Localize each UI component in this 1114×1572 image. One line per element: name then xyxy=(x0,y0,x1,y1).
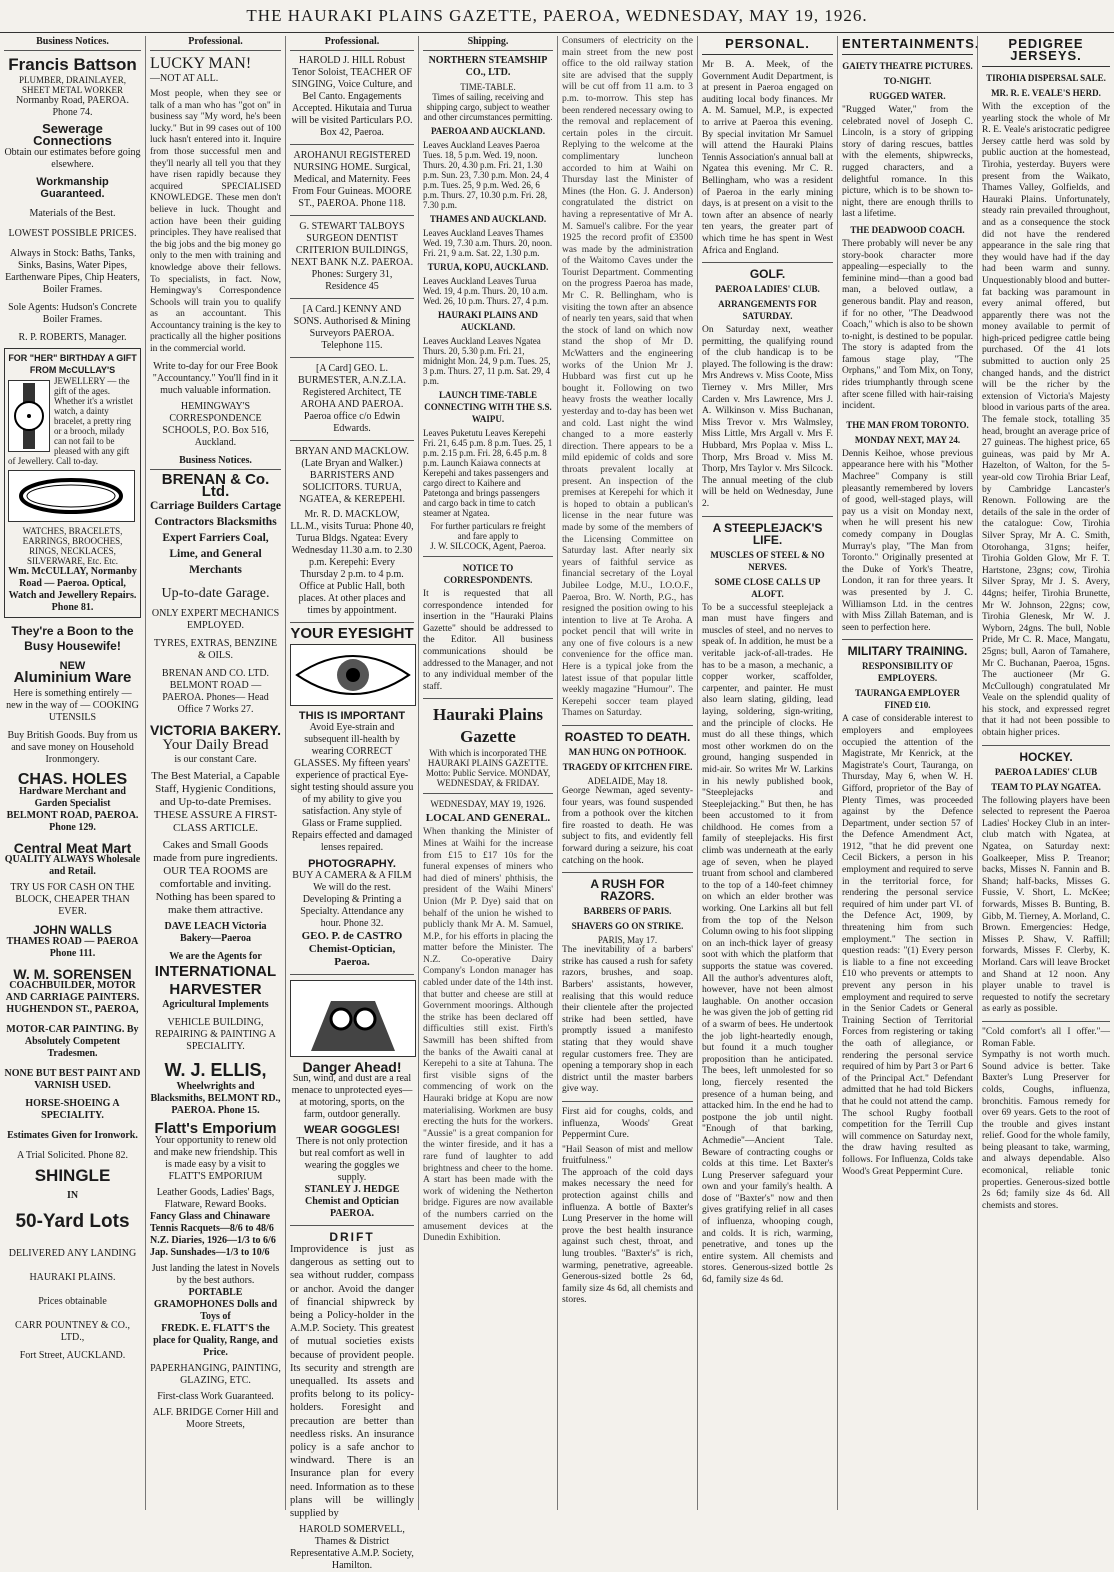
ad-text: —NOT AT ALL. xyxy=(150,73,219,84)
jewellery-ad xyxy=(4,348,141,618)
article-subtitle: BARBERS OF PARIS. xyxy=(583,906,672,917)
ad-text: GEO. P. de CASTRO Chemist-Optician, Paeroa. xyxy=(301,930,403,968)
ad-title: VICTORIA BAKERY. xyxy=(150,721,281,738)
article-title: A RUSH FOR RAZORS. xyxy=(590,877,665,904)
card-text: AROHANUI REGISTERED NURSING HOME. Surgical, Medical, and Maternity. Fees From Four Guineas. MOORE ST., PAEROA. Phone 118. xyxy=(292,150,412,209)
ad-title: Francis Battson xyxy=(8,55,137,74)
ad-text: Tennis Racquets—8/6 to 48/6 xyxy=(150,1222,274,1234)
ad-title: LUCKY MAN! xyxy=(150,55,252,72)
article-subtitle: MUSCLES OF STEEL & NO NERVES. xyxy=(710,549,825,572)
ad-text: Wheelwrights and Blacksmiths, BELMONT RD., PAEROA. Phone 15. xyxy=(150,1080,281,1116)
article-title: HOCKEY. xyxy=(1019,749,1073,764)
article-title: GOLF. xyxy=(749,267,786,282)
article-text: Dennis Keihoe, whose previous appearance here with his "Mother Machree" Company is still pleasantly remembered by lovers of good, well-staged plays, will pay us a visit on Monday next, when he will present his new comedy company in Douglas Murray's play, "The Man from Toronto." Originally presented at the Duke of York's Theatre, London, it ran for three years. It was presented by J. C. Williamson Ltd. in the centres with Miss Zillah Bateman, and is seen to perfection here. xyxy=(842,448,973,633)
column-8 xyxy=(977,36,1114,1510)
article-subtitle: TO-NIGHT. xyxy=(883,76,932,86)
ad-text: CARR POUNTNEY & CO., LTD., xyxy=(15,1320,130,1343)
ad-title: W. M. SORENSEN xyxy=(13,966,132,982)
ad-text: ALF. BRIDGE Corner Hill and Moore Streets, xyxy=(152,1406,279,1430)
goggles-illustration xyxy=(290,980,416,1057)
ad-text: "Cold comfort's all I offer."—Roman Fable. xyxy=(982,1026,1110,1049)
ad-text: Write to-day for our Free Book "Accountancy." You'll find in it much valuable information. xyxy=(152,360,279,396)
column-4 xyxy=(418,36,557,1510)
article-text: Mr B. A. Meek, of the Government Audit Department, is at present in Paeroa engaged on auditing local body finances. Mr A. M. Samuel, M.P., is expected to arrive at Paeroa this evening. By special invitation Mr Samuel will attend the Hauraki Plains Tennis Association's annual ball at Ngatea this evening. Mr C. R. Bellingham, who was a resident of Paeroa in the early mining days, is at present on a visit to the town after an absence of nearly ten years, the greater part of which time he has spent in West Africa and England. xyxy=(702,60,833,256)
newspaper-subtitle: With which is incorporated THE HAURAKI PLAINS GAZETTE. Motto: Public Service. MONDAY, WEDNESDAY, & FRIDAY. xyxy=(425,748,551,789)
issue-date: WEDNESDAY, MAY 19, 1926. xyxy=(430,799,546,810)
article-text: The inevitability of a barbers' strike has caused a rush for safety razors, brushes, and soap. Barbers' assistants, however, realising that this would reduce their clientele after the projected strike had been settled, have promptly issued a manifesto stating that they would shave regular customers free. They are opening a temporary shop in each district until the master barbers give way. xyxy=(562,945,693,1095)
masthead: THE HAURAKI PLAINS GAZETTE, PAEROA, WEDNESDAY, MAY 19, 1926. xyxy=(0,0,1114,33)
article-subtitle: MR. R. E. VEALE'S HERD. xyxy=(991,88,1101,98)
ad-text: QUALITY ALWAYS Wholesale and Retail. xyxy=(4,854,141,877)
article-text: George Newman, aged seventy-four years, was found suspended from a pothook over the kitchen fire roasted to death. He was subject to fits, and evidently fell forward during a seizure, his coat catching on the hook. xyxy=(562,786,693,866)
ad-text: Your opportunity to renew old and make new friendship. This is made easy by a visit to FLATT'S EMPORIUM xyxy=(153,1134,278,1182)
article-text: Consumers of electricity on the main street from the new post office to the old railway station site are advised that the supply will be cut off from 11 a.m. to 3 p.m. to-morrow. This step has been rendered necessary owing to the removal and replacement of certain poles in the circuit. Replying to the welcome at the complimentary luncheon accorded to him at Waihi on Thursday last the Minister of Mines (the Hon. G. J. Anderson) congratulated the district on having a representative of Mr A. M. Samuel's calibre. For the year 1925 the record profit of £3500 was made by the administration of the Waitomo Caves under the Tourist Department. Commenting on the progress Paeroa has made, Mr C. R. Bellingham, who is visiting the town after an absence of nearly ten years, said that when the stock of land on which now stand the shop of Mr D. McWatters and the engineering works of the Union Mr J. Hubbard was first cut up he bought it. Following on two heavy frosts the weather locally yesterday and to-day has been wet and cold. Last night the wind changed to a more easterly direction. There appears to be a mild epidemic of colds and sore throats prevalent locally at present. An inspection of the premises at Kerepehi for which it is hoped to obtain a publican's license in the near future was made by some of the members of the Licensing Committee on Saturday last. After nearly six years of faithful service as financial secretary of the Loyal Jubilee Lodge, M.U., I.O.O.F., Paeroa, Bro. W. North, P.G., has resigned the position owing to his intention to live at Te Aroha. A pocket pencil that will write in any one of five colours is a new convenience for the office man. Here is a typical joke from the latest issue of that popular little weekly magazine "Humour". The Kerepehi soccer team played Thames on Saturday. xyxy=(562,36,693,719)
ad-text: Sympathy is not worth much. Sound advice is better. Take Baxter's Lung Preserver for colds, Coughs, influenza, bronchitis. Famous remedy for over 69 years. Gets to the root of the trouble and gives instant relief. Good for the whole family, being pleasant to take, warming, and always dependable. Also ecomonical, reliable tonic properties. Generous-sized bottle 2s 6d; family size 4s 6d. All chemists and stores. xyxy=(982,1050,1110,1211)
ad-text: First aid for coughs, colds, and influenza, Woods' Great Peppermint Cure. xyxy=(562,1106,693,1141)
article-subtitle: TIROHIA DISPERSAL SALE. xyxy=(986,73,1106,83)
route-title: LAUNCH TIME-TABLE CONNECTING WITH THE S.S. WAIPU. xyxy=(424,390,552,424)
ad-title: Your Daily Bread xyxy=(162,736,269,753)
ad-text: Jap. Sunshades—1/3 to 10/6 xyxy=(150,1246,270,1258)
route-title: PAEROA AND AUCKLAND. xyxy=(430,126,546,136)
ad-title: BRENAN & Co. Ltd. xyxy=(161,470,270,500)
article-title: ROASTED TO DEATH. xyxy=(564,730,691,745)
notice-title: NOTICE TO CORRESPONDENTS. xyxy=(443,563,533,585)
ad-title: They're a Boon to the Busy Housewife! xyxy=(11,624,134,653)
ad-text: Hardware Merchant and Garden Specialist xyxy=(19,786,126,809)
article-subtitle: TEAM TO PLAY NGATEA. xyxy=(991,781,1101,792)
ad-title: Central Meat Mart xyxy=(13,840,132,856)
column-7 xyxy=(837,36,980,1510)
column-3 xyxy=(285,36,418,1572)
ad-title: Aluminium Ware xyxy=(13,669,132,686)
section-header: Professional. xyxy=(150,36,281,51)
article-text: There probably will never be any story-book character more appealing—especially to the feminine mind—than a good bad man, a beloved outlaw, a generous bandit. Play and reason, if for no other, "The Deadwood Coach," which is also to be shown to-night, is destined to be popular. The story is adapted from the famous stage play, "The Orphans," and Tom Mix, on Tony, rides triumphantly through scene after scene filled with hair-raising incident. xyxy=(842,238,973,412)
ad-text: N.Z. Diaries, 1926—1/3 to 6/6 xyxy=(150,1234,276,1246)
ad-text: HORSE-SHOEING A SPECIALITY. xyxy=(25,1098,120,1121)
ad-text: NEW xyxy=(59,660,86,672)
article-subtitle: TRAGEDY OF KITCHEN FIRE. xyxy=(562,762,693,773)
section-header: Shipping. xyxy=(423,36,553,51)
ad-text: TRY US FOR CASH ON THE BLOCK, CHEAPER THAN EVER. xyxy=(10,882,135,917)
article-text: On Saturday next, weather permitting, the qualifying round of the club handicap is to be played. The following is the draw: Mrs Andrews v. Miss Coote, Miss Tierney v. Mrs Miller, Mrs Carden v. Mrs Lawrence, Mrs J. A. Wilkinson v. Miss Buchanan, Miss Trevor v. Mrs Walmsley, Miss Little, Mrs Argall v. Mrs F. Hubbard, Mrs Poplaa v. Miss L. Thorp, Mrs Broad v. Miss M. Thorp, Mrs Taylor v. Mrs Silcock. The annual meeting of the club will be held on Wednesday, June 2. xyxy=(702,325,833,509)
article-text: A case of considerable interest to employers and employees occupied the attention of the Magistrate, Mr Kenrick, at the Magistrate's Court, Tauranga, on Thursday, May 6, when W. H. Gifford, proprietor of the Bay of Plenty Times, was proceeded against by the Defence Department, under section 57 of the Defence Amendment Act, 1912, "that he did prevent one Cecil Bickers, a person in his employment and required to serve in the territorial force, for rendering the personal service required of him under part VI. of the Defence Act, 1909, by threatening him from such employment." The section in question reads: "(1) Every person is liable to a fine not exceeding £10 who prevents or attempts to prevent any person in his employment and required to serve in the Senior Cadets or General Training Section of Territorial Forces from registering or taking the oath of allegiance, or rendering the personal service required of him by Part 3 or Part 6 of the Principal Act." Defendant admitted that he had told Bickers that he could not attend the camp. The school Rugby football competition for the Terrill Cup will commence on Saturday next, the draw having resulted as follows. For Influenza, Colds take Wood's Great Peppermint Cure. xyxy=(842,714,973,1177)
ad-text: Cakes and Small Goods made from pure ingredients. OUR TEA ROOMS are comfortable and inviting. Nothing has been spared to make them attractive. xyxy=(153,838,278,916)
bracelet-illustration xyxy=(8,470,135,522)
ad-text: For further particulars re freight and fare apply to xyxy=(430,521,546,541)
ad-title: SHINGLE xyxy=(34,1166,111,1185)
ad-text: R. P. ROBERTS, Manager. xyxy=(18,332,127,343)
ad-text: J. W. SILCOCK, Agent, Paeroa. xyxy=(430,541,546,551)
article-subtitle: TAURANGA EMPLOYER FINED £10. xyxy=(854,688,961,711)
ad-text: PLUMBER, DRAINLAYER, SHEET METAL WORKER xyxy=(19,75,126,95)
column-5 xyxy=(557,36,697,1510)
ad-text: VEHICLE BUILDING, REPAIRING & PAINTING A SPECIALITY. xyxy=(155,1016,276,1052)
ad-text: Always in Stock: Baths, Tanks, Sinks, Basins, Water Pipes, Earthenware Pipes, Chip Heaters, Boiler Frames. xyxy=(5,248,140,295)
article-subtitle: GAIETY THEATRE PICTURES. xyxy=(842,61,973,71)
ad-text: ONLY EXPERT MECHANICS EMPLOYED. xyxy=(151,607,280,631)
article-subtitle: ARRANGEMENTS FOR SATURDAY. xyxy=(718,299,817,322)
ad-title: Sewerage Connections xyxy=(33,121,112,148)
route-times: Leaves Puketutu Leaves Kerepehi Fri. 21, 6.45 p.m. 8 p.m. Tues. 25, 1 p.m. 2.15 p.m. Fri. 28, 6.45 p.m. 8 p.m. Launch Kaiawa connects at Kerepehi and takes passengers and cargo direct to Kaihere and Patetonga and brings passengers and cargo back in time to catch steamer at Ngatea. xyxy=(423,428,553,518)
ad-text: Fort Street, AUCKLAND. xyxy=(19,1350,126,1361)
ad-text: Estimates Given for Ironwork. xyxy=(7,1130,138,1141)
ad-title: YOUR EYESIGHT xyxy=(290,625,414,642)
article-title: A STEEPLEJACK'S LIFE. xyxy=(712,520,823,547)
article-subtitle: MAN HUNG ON POTHOOK. xyxy=(568,747,687,758)
ad-text: TIME-TABLE. xyxy=(460,82,516,92)
route-times: Leaves Auckland Leaves Ngatea Thurs. 20, 5.30 p.m. Fri. 21, midnight Mon. 24, 9 p.m. Tues. 25, 3 p.m. Thurs. 27, 11 p.m. Sat. 29, 4 p.m. xyxy=(423,336,551,386)
route-title: HAURAKI PLAINS AND AUCKLAND. xyxy=(437,310,538,332)
ad-title: W. J. ELLIS, xyxy=(164,1059,267,1080)
ad-title: FOR "HER" BIRTHDAY A GIFT FROM McCULLAY'S xyxy=(8,353,137,375)
card-text: [A Card] GEO. L. BURMESTER, A.N.Z.I.A. Registered Architect, TE AROHA AND PAEROA. Paeroa office c/o Edwin Edwards. xyxy=(297,363,407,434)
column-6 xyxy=(697,36,837,1510)
ad-text: First-class Work Guaranteed. xyxy=(157,1390,274,1402)
route-times: Leaves Auckland Leaves Paeroa Tues. 18, 5 p.m. Wed. 19, noon. Thurs. 20, 4.30 p.m. Fri. 21, 1.30 p.m. Sun. 23, 7.30 p.m. Mon. 24, 4 p.m. Tues. 25, 9 p.m. Wed. 26, 6 p.m. Thurs. 27, 10.30 p.m. Fri. 28, 7.30 p.m. xyxy=(423,140,550,210)
section-header: PERSONAL. xyxy=(702,36,833,55)
ad-text: Prices obtainable xyxy=(38,1296,107,1307)
ad-text: Agricultural Implements xyxy=(162,998,269,1010)
route-title: THAMES AND AUCKLAND. xyxy=(429,214,547,224)
ad-text: IN xyxy=(66,1190,79,1201)
article-subtitle: THE MAN FROM TORONTO. xyxy=(846,419,969,430)
ad-text: A Trial Solicited. Phone 82. xyxy=(16,1150,129,1161)
ad-text: The Best Material, a Capable Staff, Hygienic Conditions, and Up-to-date Premises. THESE ASSURE A FIRST-CLASS ARTICLE. xyxy=(151,769,280,834)
article-subtitle: RESPONSIBILITY OF EMPLOYERS. xyxy=(862,661,953,684)
ad-text: BELMONT ROAD, PAEROA. Phone 129. xyxy=(6,810,139,833)
ad-title: WEAR GOGGLES! xyxy=(304,1124,400,1136)
section-header: ENTERTAINMENTS. xyxy=(842,36,973,55)
ad-text: Wm. McCULLAY, Normanby Road — Paeroa. Optical, Watch and Jewellery Repairs. Phone 81. xyxy=(8,566,137,613)
ad-title: INTERNATIONAL HARVESTER xyxy=(154,962,277,998)
article-text: To be a successful steeplejack a man must have fingers and muscles of steel, and no nerves to speak of. In addition, he must be a veritable jack-of-all-trades. He has to be a mason, a mechanic, a copper worker, scaffolder, carpenter, and painter. He must also learn slating, gilding, lead laying, soldering, sign-writing, and the principle of clocks. He must do all these things, which most other workmen do on the ground, hanging suspended in mid-air. So writes Mr W. Larkins in his newly published book, "Steeplejacks and Steeplejacking." But then, he has been accustomed to it from childhood. He comes from a family of steeplejacks. His first climb was underneath at the early age of seven, when he played truant from school and clambered to the top of a 140-feet chimney on which an elder brother was working. One Larkins all but fell from the top of the Nelson Column owing to his foot slipping on an inch-thick layer of greasy soot with which the platform that supports the statue was covered. All the author's adventures aloft, however, have not been almost laughable. On another occasion he was given the job of getting rid of a swarm of bees. He undertook the job light-heartedly enough, but found it a much tougher proposition than he anticipated. The bees, left unmolested for so long, fiercely resented the presence of a human being, and attacked him. In the end he had to postpone the job until night. "Enough of that barking, Achmedie"—Ancient Tale. Beware of contracting coughs or colds at this time. Let Baxter's Lung Preserver safeguard your own and your family's health. A dose of "Baxter's" now and then gives gratifying relief in all cases of influenza, whooping cough, and colds. It is rich, warming, penetrative, and tones up the entire system. All chemists and stores. Generous-sized bottle 2s 6d, family size 4s 6d. xyxy=(702,602,833,1286)
ad-text: Carriage Builders Cartage Contractors Blacksmiths Expert Farriers Coal, Lime, and General Merchants xyxy=(150,499,281,576)
ad-text: is our constant Care. xyxy=(174,753,257,765)
ad-text: Most people, when they see or talk of a man who has "got on" in business say "My word, he's been lucky." But in 99 cases out of 100 luck hasn't entered into it. Inquire from those successful men and they'll nearly all tell you that they have risen rapidly because they acquired SPECIALISED KNOWLEDGE. These men don't believe in luck. Thought and action have been their guiding principles. They have realised that the big jobs and the big money go only to the men with training and knowledge above their fellows. To specialists, in fact. Now, Hemingway's Correspondence Schools will train you to qualify as an accountant. This Accountancy training is the key to practically all the higher positions in the commercial world. xyxy=(150,89,281,355)
watch-illustration xyxy=(8,380,50,452)
ad-text: HAURAKI PLAINS. xyxy=(29,1272,116,1283)
ad-title: Flatt's Emporium xyxy=(154,1119,277,1137)
ad-text: COACHBUILDER, MOTOR AND CARRIAGE PAINTERS. HUGHENDON ST., PAEROA, xyxy=(5,980,140,1015)
ad-text: There is not only protection but real comfort as well in wearing the goggles we supply. xyxy=(296,1136,408,1183)
section-header: Business Notices. xyxy=(4,36,141,51)
article-text: The following players have been selected to represent the Paeroa Ladies' Hockey Club in an inter-club match with Ngatea, at Ngatea, on Saturday next: Goalkeeper, Miss P. Treanor; backs, Misses N. Fannin and B. Shand; half-backs, Misses G. Fussie, V. Short, L. McKee; forwards, Misses B. Bunting, B. Gibb, M. Tierney, A. Morland, C. Brown. Emergencies: Hedge, Misses P. Shaw, V. Raffill; forwards, Misses F. Clerby, K. Morland. Cars will leave Brocket and Shand at 12 noon. Any player unable to travel is requested to notify the secretary as early as possible. xyxy=(982,795,1110,1015)
ad-text: Materials of the Best. xyxy=(29,208,116,219)
ad-text: DELIVERED ANY LANDING xyxy=(8,1248,137,1259)
card-text: G. STEWART TALBOYS SURGEON DENTIST CRITERION BUILDINGS, NEXT BANK N.Z. PAEROA. Phones: Surgery 31, Residence 45 xyxy=(290,221,414,292)
article-subtitle: SHAVERS GO ON STRIKE. xyxy=(571,921,684,932)
ad-text: Just landing the latest in Novels by the best authors. xyxy=(151,1262,280,1286)
section-header: Business Notices. xyxy=(150,455,281,470)
ad-text: Fancy Glass and Chinaware xyxy=(150,1210,271,1222)
ad-title: Danger Ahead! xyxy=(302,1059,402,1075)
ad-title: JOHN WALLS xyxy=(33,923,112,937)
section-header: Professional. xyxy=(290,36,414,51)
ad-text: The approach of the cold days makes necessary the need for protection against chills and influenza. A bottle of Baxter's Lung Preserver in the home will prove the best health insurance against such chest, throat, and lung troubles. "Baxter's" is rich, warming, penetrative, agreeable. Generous-sized bottle 2s 6d, family size 4s 6d, all chemists and stores. xyxy=(562,1167,693,1306)
route-times: Leaves Auckland Leaves Turua Wed. 19, 4 p.m. Thurs. 20, 10 a.m. Wed. 26, 10 p.m. Thurs. 27, 4 p.m. xyxy=(423,276,549,306)
card-text: [A Card.] KENNY AND SONS. Authorised & Mining Surveyors PAEROA. Telephone 115. xyxy=(293,304,411,351)
ad-text: Leather Goods, Ladies' Bags, Flatware, Reward Books. xyxy=(156,1186,275,1210)
ad-title: DRIFT xyxy=(329,1230,375,1244)
ad-text: Buy British Goods. Buy from us and save money on Household Ironmongery. xyxy=(7,730,138,765)
section-header: PEDIGREE JERSEYS. xyxy=(982,36,1110,67)
card-text: BRYAN AND MACKLOW. (Late Bryan and Walker.) BARRISTERS AND SOLICITORS. TURUA, NGATEA, & KEREPEHI. xyxy=(295,446,409,505)
ad-text: FREDK. E. FLATT'S the place for Quality, Range, and Price. xyxy=(153,1322,278,1358)
ad-text: BUY A CAMERA & A FILM We will do the rest. Developing & Printing a Specialty. Attendance any hour. Phone 32. xyxy=(292,870,412,929)
ad-text: STANLEY J. HEDGE Chemist and Optician PAEROA. xyxy=(304,1184,400,1219)
card-text: Mr. R. D. MACKLOW, LL.M., visits Turua: Phone 40, Turua Bldgs. Ngatea: Every Wednesday 11.30 a.m. to 2.30 p.m. Kerepehi: Every Thursday 2 p.m. to 4 p.m. Office at Public Hall, both places. At other places and times by appointment. xyxy=(290,509,414,616)
ad-title: CHAS. HOLES xyxy=(17,771,128,788)
card-text: HAROLD J. HILL Robust Tenor Soloist, TEACHER OF SINGING, Voice Culture, and Bel Canto. Engagements Accepted. Hikutaia and Turua will be visited Particulars P.O. Box 42, Paeroa. xyxy=(291,55,413,138)
ad-text: Obtain our estimates before going elsewhere. xyxy=(4,147,141,170)
ad-title: PHOTOGRAPHY. xyxy=(308,858,396,870)
ad-text: WATCHES, BRACELETS, EARRINGS, BROOCHES, RINGS, NECKLACES, SILVERWARE, Etc. Etc. xyxy=(22,526,123,566)
article-title: MILITARY TRAINING. xyxy=(847,644,968,659)
ad-text: Here is something entirely — new in the way of — COOKING UTENSILS xyxy=(6,688,139,723)
article-title: LOCAL AND GENERAL. xyxy=(425,812,551,825)
ad-text: MOTOR-CAR PAINTING. By Absolutely Competent Tradesmen. xyxy=(6,1024,139,1059)
route-title: TURUA, KOPU, AUCKLAND. xyxy=(427,262,549,272)
newspaper-title: Hauraki Plains Gazette xyxy=(432,705,544,747)
ad-text: PORTABLE GRAMOPHONES Dolls and Toys of xyxy=(153,1286,278,1322)
dateline: PARIS, May 17. xyxy=(597,935,658,946)
ad-title: 50-Yard Lots xyxy=(15,1211,130,1232)
ad-title: Workmanship Guaranteed. xyxy=(36,176,109,200)
article-subtitle: PAEROA LADIES' CLUB xyxy=(994,766,1098,777)
ad-text: Sun, wind, and dust are a real menace to unprotected eyes—at motoring, sports, on the farm, outdoor generally. xyxy=(291,1073,413,1120)
ad-text: JEWELLERY — the gift of the ages. Whether it's a wristlet watch, a dainty bracelet, a pretty ring or a brooch, milady can not fail to be pleased with any gift of Jewellery. Call to-day. xyxy=(8,376,133,466)
dateline: ADELAIDE, May 18. xyxy=(587,776,668,787)
ad-text: THAMES ROAD — PAEROA Phone 111. xyxy=(6,936,139,959)
article-subtitle: MONDAY NEXT, MAY 24. xyxy=(854,434,961,445)
article-text: With the exception of the yearling stock the whole of Mr R. E. Veale's aristocratic pedigree Jersey cattle herd was sold by public auction at the homestead, Tirohia, yesterday. Buyers were present from the Waikato, Thames Valley, Golfields, and Hauraki Plains. Unfortunately, steady rain prevailed throughout, and as a consequence the stock did not have the rendered appearance in the sale ring that they would have had if the day had been warm and sunny. Unquestionably blood and butter-fat backing was paramount in every animal offered, but apparently there was not the money available to permit of high-priced pedigree cattle being purchased. Of the 41 lots submitted to auction only 25 changed hands, and the district will be the richer by the extension of Victoria's Majesty blood in various parts of the area. The female stock, totalling 35 head, brought an average price of 27 guineas. The highest price, 65 guineas, was paid by Mr A. Hazelton, of Walton, for the 5-year-old cow Tirohia Briar Leaf, by Cambridge Lancaster's Renown. Following are the details of the sale in the order of the catalogue: Cow, Tirohia Silver Spray, Mr A. C. Smith, Otorohanga, 31gns; heifer, Tirohia Golden Glow, Mr F. T. Hartstone, 23gns; cow, Tirohia Silver Spray, Mr J. S. Avery, 44gns; heifer, Tirohia Brunette, Mr W. Johnson, 22gns; cow, Tirohia Glenesk, Mr W. J. Wyborn, 24gns. The bull, Noble Pride, Mr C. R. Mace, Mangatu, 25gns; bull, Aaron of Tamahere, Mr C. Buchanan, Paeroa, 15gns. The auctioneer (Mr G. McCullough) congratulated Mr Veale on the splendid quality of his stock, and expressed regret that it had not been possible to obtain higher prices. xyxy=(982,102,1110,739)
article-subtitle: THE DEADWOOD COACH. xyxy=(850,224,965,235)
ad-title: THIS IS IMPORTANT xyxy=(298,710,406,722)
column-1 xyxy=(0,36,145,1510)
route-times: Leaves Auckland Leaves Thames Wed. 19, 7.30 a.m. Thurs. 20, noon. Fri. 21, 9 a.m. Sat. 22, 1.30 p.m. xyxy=(423,228,553,258)
ad-text: Avoid Eye-strain and subsequent ill-health by wearing CORRECT GLASSES. My fifteen years' experience of practical Eye-sight testing should assure you of my ability to give you satisfaction. Any style of Glass or Frame supplied. Repairs effected and damaged lenses repaired. xyxy=(290,722,414,853)
ad-text: LOWEST POSSIBLE PRICES. xyxy=(8,228,137,239)
eye-illustration xyxy=(290,644,416,706)
ad-text: NONE BUT BEST PAINT AND VARNISH USED. xyxy=(4,1068,141,1091)
article-text: When thanking the Minister of Mines at Waihi for the increase from £15 to £17 10s for the funeral expenses of miners who had died of miners' phthisis, the president of the Waihi Miners' Union (Mr P. Dye) said that on behalf of the union he wished to publicly thank Mr A. M. Samuel, M.P., for his efforts in placing the matter before the Minister. The N.Z. Co-operative Dairy Company's London manager has cabled under date of the 14th inst. that butter and cheese are still at Government moorings. Although the strike has been declared off difficulties still exist. Firth's Sawmill has been shifted from the banks of the Awaiti canal at Kerepehi to a site at Tahuna. The first visible signs of the commencing of work on the Hauraki bridge at Kopu are now materialising. Workmen are busy erecting the huts for the workers. "Aussie" is a great companion for the winter fireside, and it has a rare fund of laughter to add brightness and cheer to the home. A start has been made with the work of widening the Netherton bridge. Figures are now available of the numbers carried on the amusement devices at the Dunedin Exhibition. xyxy=(423,827,553,1244)
article-subtitle: RUGGED WATER. xyxy=(869,91,946,101)
ad-text: TYRES, EXTRAS, BENZINE & OILS. xyxy=(153,637,278,661)
ad-text: Times of sailing, receiving and shipping cargo, subject to weather and other circumstances permitting. xyxy=(423,92,553,122)
ad-text: HEMINGWAY'S CORRESPONDENCE SCHOOLS, P.O. Box 516, Auckland. xyxy=(162,400,269,448)
ad-text: "Hail Season of mist and mellow fruitfulness." xyxy=(562,1144,693,1167)
ad-text: DAVE LEACH Victoria Bakery—Paeroa xyxy=(164,920,267,944)
column-2 xyxy=(145,36,285,1510)
ad-text: HAROLD SOMERVELL, Thames & District Representative A.M.P. Society, Hamilton. xyxy=(290,1524,414,1572)
ad-text: We are the Agents for xyxy=(169,950,262,962)
ad-title: Up-to-date Garage. xyxy=(161,585,270,601)
ad-text: Improvidence is just as dangerous as setting out to sea without rudder, compass or anchor. Avoid the danger of financial shipwreck by being a Policy-holder in the A.M.P. Society. This greatest of mutual societies exists because of provident people. Its security and strength are unequalled. Its assets and profits belong to its policy-holders. Foresight and precaution are better than needless risks. An insurance policy is a safe anchor to windward. There is an Insurance plan for every need. Information as to these plans will be willingly supplied by xyxy=(290,1244,414,1520)
ad-text: PAPERHANGING, PAINTING, GLAZING, ETC. xyxy=(150,1362,281,1386)
article-text: "Rugged Water," from the celebrated novel of Joseph C. Lincoln, is a story of gripping story of daring rescues, battles with the elements, shipwrecks, rugged characters, and a delightful romance. In this picture, which is to be shown to-night, there are enough thrills to last a lifetime. xyxy=(842,105,973,220)
ad-text: BRENAN AND CO. LTD. BELMONT ROAD — PAEROA. Phones— Head Office 7 Works 27. xyxy=(161,667,270,715)
ad-text: Sole Agents: Hudson's Concrete Boiler Frames. xyxy=(8,302,137,325)
ad-text: Normanby Road, PAEROA. Phone 74. xyxy=(16,95,129,118)
ad-text: NORTHERN STEAMSHIP CO., LTD. xyxy=(428,55,548,78)
article-subtitle: PAEROA LADIES' CLUB. xyxy=(715,284,820,295)
article-subtitle: SOME CLOSE CALLS UP ALOFT. xyxy=(714,576,821,599)
notice-text: It is requested that all correspondence intended for insertion in the "Hauraki Plains Gazette" should be addressed to the Editor. All business communications should be addressed to the Manager, and not to any individual member of the staff. xyxy=(423,589,553,692)
